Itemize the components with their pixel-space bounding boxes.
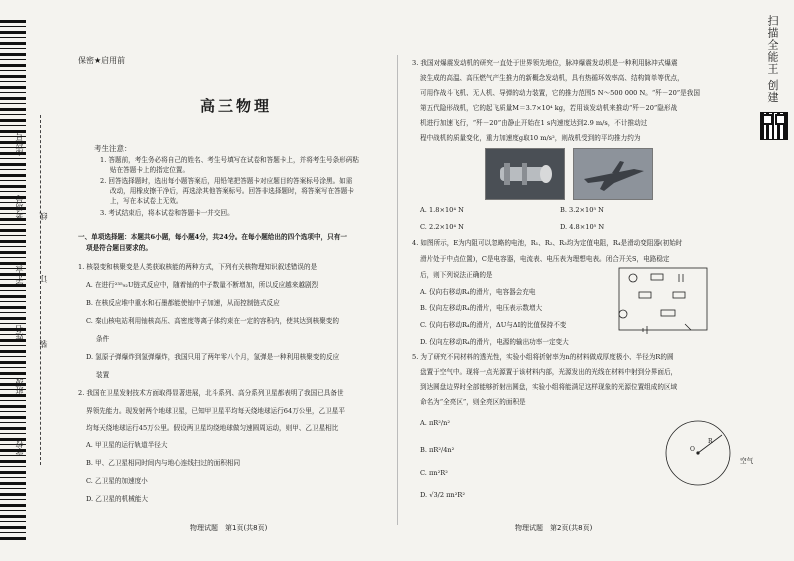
q5-stem-1: 5. 为了研究不同材料的透光性，实验小组将折射率为n的材料做成厚度极小、半径为R的圆: [412, 353, 674, 361]
binding-field-name: 姓名: [15, 325, 24, 341]
q4-option-d: D. 仅向左移动R₄的滑片，电源的输出功率一定变大: [420, 338, 569, 346]
column-divider: [397, 55, 398, 525]
q4-option-a: A. 仅向右移动R₄的滑片，电容器会充电: [420, 288, 536, 296]
q1-option-d: D. 氢原子弹爆炸到氢弹爆炸，我国只用了两年零八个月，氢弹是一种利用核聚变的反应: [86, 353, 340, 361]
notice-heading: 考生注意：: [94, 144, 132, 153]
disk-figure: [660, 415, 750, 490]
q2-stem-3: 均每天绕地球运行45万公里。假设两卫星均绕地球做匀速圆周运动，则甲、乙卫星相比: [86, 424, 339, 432]
q1-stem: 1. 核裂变和核聚变是人类获取核能的两种方式，下列有关核物理知识叙述错误的是: [78, 263, 318, 271]
binding-field-class: 班级: [15, 378, 24, 394]
air-label: 空气: [740, 457, 754, 465]
section1-heading-cont: 项是符合题目要求的。: [86, 244, 152, 252]
notice-line-4: 改动，用橡皮擦干净后，再选涂其他答案标号。回答非选择题时，将答案写在答题卡: [110, 187, 354, 195]
binding-field-student-id: 学生号: [15, 262, 24, 286]
binding-margin: [0, 0, 60, 561]
section1-heading: 一、单项选择题：本题共6小题，每小题4分，共24分。在每小题给出的四个选项中，只有一: [78, 233, 347, 241]
page-title: 高三物理: [200, 97, 273, 115]
q3-option-c: C. 2.2×10⁴ N: [420, 223, 464, 231]
svg-text:R: R: [708, 438, 713, 445]
notice-line-2: 贴在答题卡上的指定位置。: [110, 166, 190, 174]
q2-option-b: B. 甲、乙卫星相同时间内与地心连线扫过的面积相同: [86, 459, 241, 467]
q4-option-b: B. 仅向左移动R₄的滑片，电压表示数增大: [420, 304, 543, 312]
q3-option-d: D. 4.8×10⁵ N: [560, 223, 605, 231]
q4-option-c: C. 仅向右移动R₄的滑片，ΔU与ΔI的比值保持不变: [420, 321, 567, 329]
footer-left: 物理试题 第1页(共8页): [190, 524, 268, 532]
binding-field-seat: 座位号: [15, 132, 24, 156]
q3-stem-3: 可用作战斗飞机、无人机、导弹的动力装置，它的推力范围5 N～500 000 N。“歼－20”是我国: [420, 89, 700, 97]
binding-mark-zhuang: 装: [39, 340, 48, 348]
q4-stem-2: 滑片处于中点位置)，C是电容器，电流表、电压表为理想电表。闭合开关S，电路稳定: [420, 255, 670, 263]
q3-stem-2: 波生成的高温、高压燃气产生推力的新概念发动机，具有热循环效率高、结构简单等优点，: [420, 74, 684, 82]
q3-option-a: A. 1.8×10⁴ N: [420, 206, 464, 214]
q5-option-b: B. πR²/4n²: [420, 446, 455, 454]
q4-stem-1: 4. 如图所示，E为内阻可以忽略的电池，R₁、R₂、R₃均为定值电阻，R₄是滑动变阻器(初始时: [412, 239, 683, 247]
q3-stem-6: 程中战机的质量变化，重力加速度g取10 m/s²，则战机受到的平均推力约为: [420, 134, 641, 142]
q2-option-a: A. 甲卫星的运行轨道半径大: [86, 441, 168, 449]
notice-line-1: 1. 答题前，考生务必将自己的姓名、考生号填写在试卷和答题卡上，并将考生号条形码粘: [100, 156, 359, 164]
q2-stem-1: 2. 我国在卫星发射技术方面取得显著进展，北斗系列、高分系列卫星都表明了我国已具备世: [78, 389, 344, 397]
binding-mark-ding: 订: [39, 275, 48, 283]
q3-option-b: B. 3.2×10⁵ N: [560, 206, 604, 214]
q5-stem-3: 到达圆盘边界时全部能够折射出圆盘，实验小组将能满足这样现象的光源位置组成的区域: [420, 383, 678, 391]
q5-option-c: C. πn²R²: [420, 469, 448, 477]
q5-stem-4: 命名为“全亮区”，则全亮区的面积是: [420, 398, 526, 406]
scanner-watermark: 扫描全能王 创建: [766, 15, 779, 104]
engine-photo: [485, 148, 565, 200]
binding-field-school: 学校: [15, 440, 24, 456]
qr-code-icon: [760, 112, 788, 140]
fighter-jet-photo: [573, 148, 653, 200]
binding-dashed-line: [40, 115, 41, 465]
q3-stem-1: 3. 我国对爆震发动机的研究一直处于世界领先地位，脉冲爆震发动机是一种利用脉冲式爆震: [412, 59, 678, 67]
q1-option-d-cont: 装置: [96, 371, 110, 379]
binding-field-exam-room: 考场号: [15, 195, 24, 219]
q4-stem-3: 后，则下列说法正确的是: [420, 271, 493, 279]
q3-stem-5: 机进行加速飞行，“歼－20”由静止开始在1 s内速度达到2.9 m/s，不计推动过: [420, 119, 648, 127]
q5-option-d: D. √3/2 πn²R²: [420, 491, 465, 499]
notice-line-3: 2. 回答选择题时，选出每小题答案后，用铅笔把答题卡对应题目的答案标号涂黑。如需: [100, 177, 353, 185]
notice-line-5: 上，写在本试卷上无效。: [110, 197, 183, 205]
binding-mark-xian: 线: [39, 212, 48, 220]
confidential-label: 保密★启用前: [78, 56, 126, 65]
q1-option-c: C. 秦山核电站利用铀核高压、高密度等离子体约束在一定的容积内，使其达到核聚变的: [86, 317, 339, 325]
q2-option-c: C. 乙卫星的加速度小: [86, 477, 148, 485]
q1-option-a: A. 在进行²³⁵₉₂U链式反应中，随着铀的中子数量不断增加，所以反应越来越剧烈: [86, 281, 319, 289]
q3-stem-4: 第五代隐形战机，它的起飞质量M＝3.7×10⁴ kg，若用该发动机来推动“歼－20”隐形战: [420, 104, 678, 112]
notice-line-6: 3. 考试结束后，将本试卷和答题卡一并交回。: [100, 209, 234, 217]
q2-option-d: D. 乙卫星的机械能大: [86, 495, 148, 503]
q1-option-c-cont: 条件: [96, 335, 110, 343]
svg-text:O: O: [690, 446, 695, 453]
footer-right: 物理试题 第2页(共8页): [515, 524, 593, 532]
q5-stem-2: 盘置于空气中。现将一点光源置于该材料内部，光源发出的光线在材料中射到分界面后，: [420, 368, 678, 376]
q1-option-b: B. 在核反应堆中重水和石墨都能使铀中子加速，从而控制链式反应: [86, 299, 280, 307]
q5-option-a: A. πR²/n²: [420, 419, 451, 427]
circuit-diagram: [613, 262, 713, 337]
q2-stem-2: 界领先能力。现发射两个地球卫星，已知甲卫星平均每天绕地球运行64万公里，乙卫星平: [86, 407, 345, 415]
